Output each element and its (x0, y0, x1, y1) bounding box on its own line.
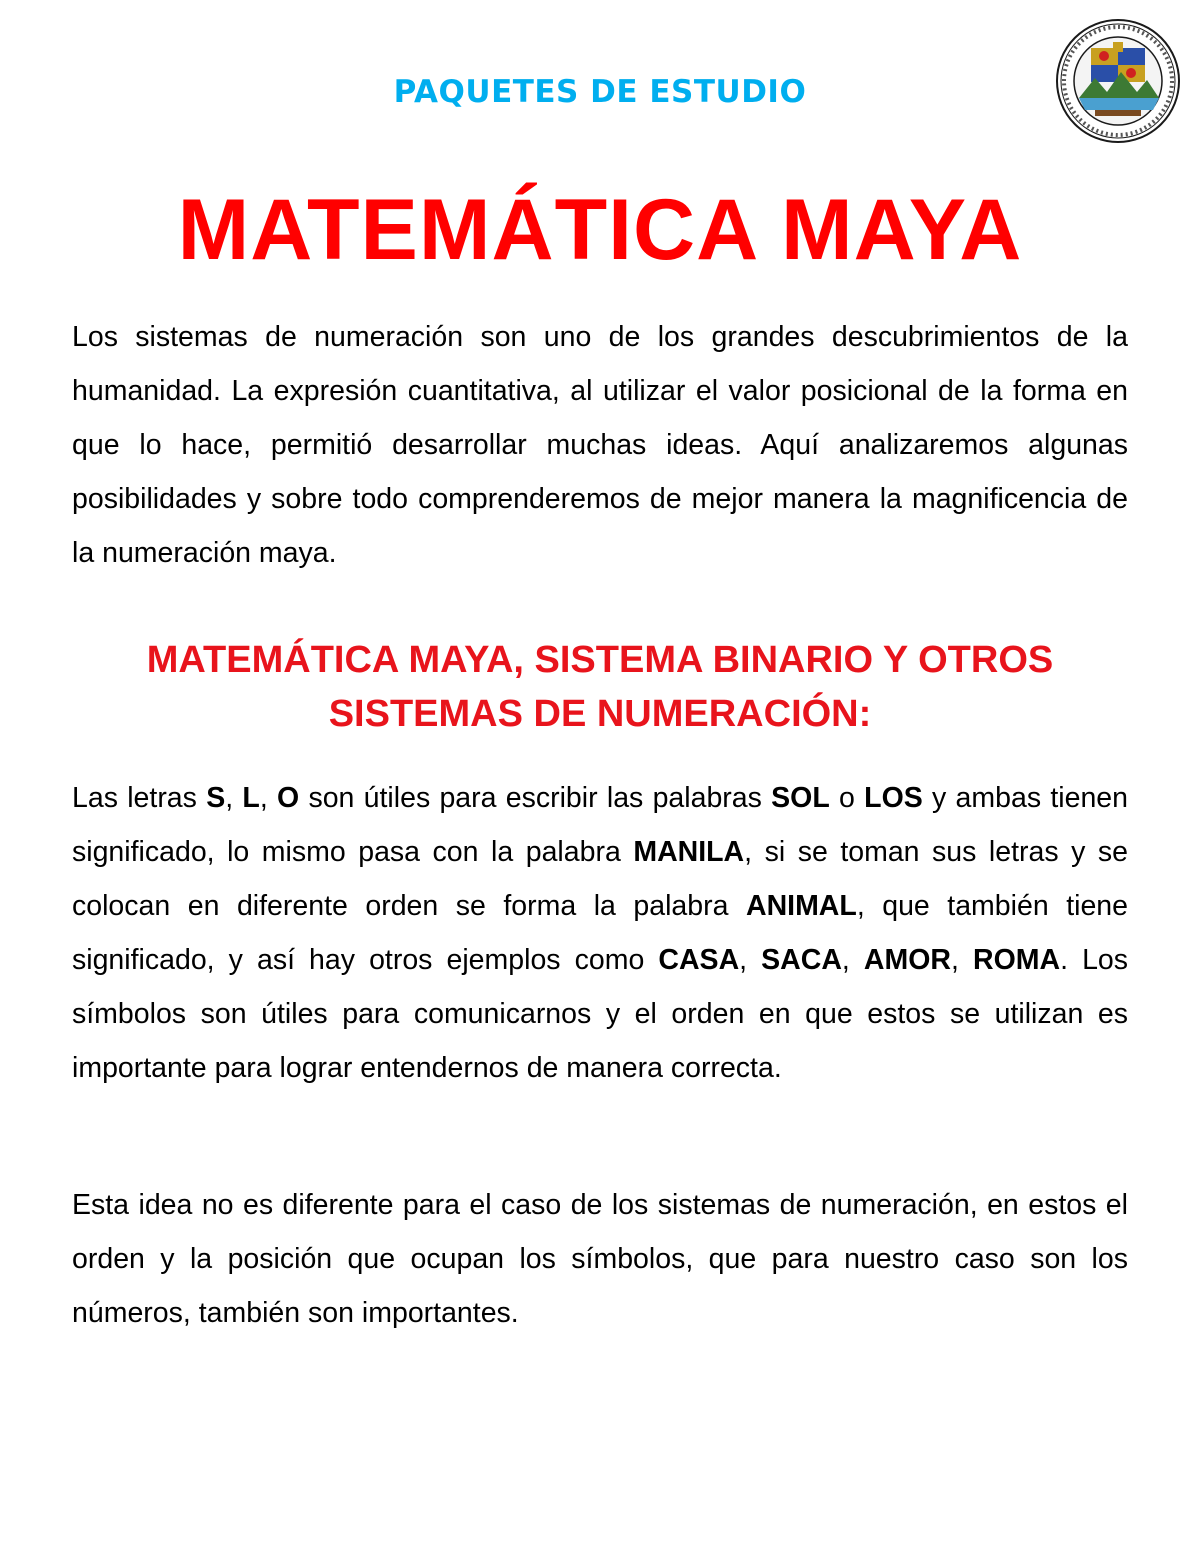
bold-term: SOL (771, 782, 830, 814)
bold-term: LOS (864, 782, 923, 814)
words-order-paragraph (72, 771, 1128, 1095)
text-run: , si se toman sus letras y se colocan en diferente orden se forma la palabra (72, 836, 1128, 922)
text-run: son útiles para escribir las palabras (299, 782, 772, 814)
intro-paragraph: Los sistemas de numeración son uno de los grandes descubrimientos de la humanidad. La expresión cuantitativa, al utilizar el valor posicional de la forma en que lo hace, permitió desarrollar muchas ideas. Aquí analizaremos algunas posibilidades y sobre todo comprenderemos de mejor manera la magnificencia de la numeración maya. (72, 321, 1128, 569)
bold-term: ROMA (973, 944, 1061, 976)
page-title: MATEMÁTICA MAYA (177, 182, 1023, 278)
text-run: , (951, 944, 973, 976)
text-run: , (739, 944, 762, 976)
bold-term: SACA (761, 944, 842, 976)
section-heading-line-1: MATEMÁTICA MAYA, SISTEMA BINARIO Y OTROS (146, 639, 1054, 681)
university-seal-icon (1055, 18, 1181, 144)
text-run: , (259, 782, 277, 814)
bold-term: ANIMAL (745, 890, 857, 922)
section-heading-line-2: SISTEMAS DE NUMERACIÓN: (328, 693, 872, 735)
text-run: . Los símbolos son útiles para comunicarnos y el orden en que estos se utilizan es importante para lograr entendernos de manera correcta. (72, 944, 1129, 1084)
bold-term: CASA (658, 944, 740, 976)
bold-term: L (242, 782, 260, 814)
header-label: PAQUETES DE ESTUDIO (393, 74, 807, 110)
text-run: , (225, 782, 243, 814)
text-run: , (841, 944, 864, 976)
bold-term: AMOR (863, 944, 951, 976)
text-run: Las letras (72, 782, 207, 814)
numeration-paragraph: Esta idea no es diferente para el caso de los sistemas de numeración, en estos el orden y la posición que ocupan los símbolos, que para nuestro caso son los números, también son importantes. (72, 1189, 1128, 1329)
text-run: o (829, 782, 865, 814)
bold-term: S (206, 782, 226, 814)
text-run: , que también tiene significado, y así hay otros ejemplos como (72, 890, 1128, 976)
section-heading (0, 633, 1200, 741)
bold-term: MANILA (633, 836, 745, 868)
bold-term: O (277, 782, 300, 814)
text-run: y ambas tienen significado, lo mismo pasa con la palabra (72, 782, 1128, 868)
